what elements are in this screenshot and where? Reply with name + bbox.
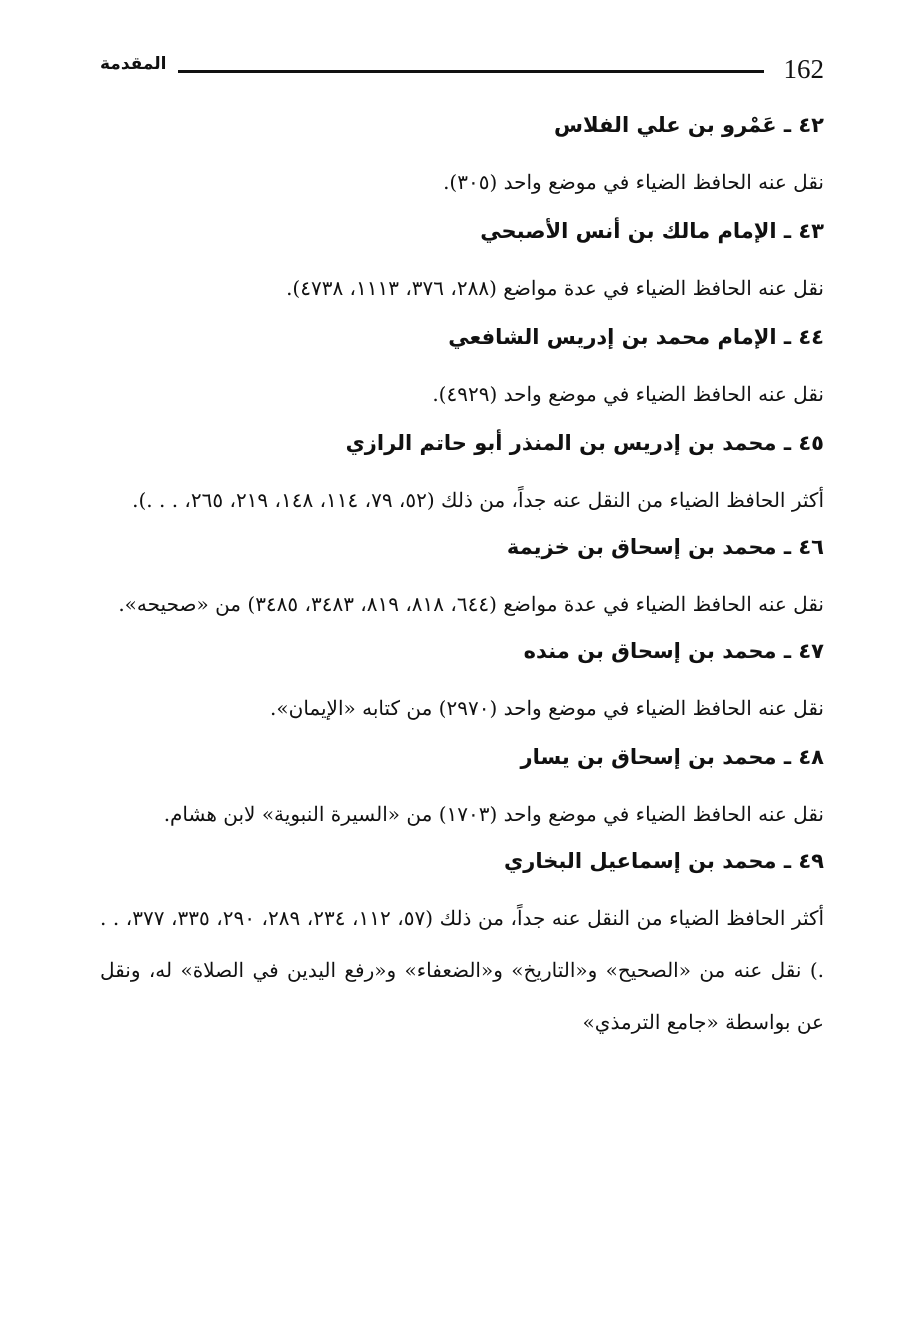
entry-text: نقل عنه الحافظ الضياء في موضع واحد (٢٩٧٠) من كتابه «الإيمان». xyxy=(270,696,824,720)
page-body xyxy=(100,104,824,1052)
entry-text: نقل عنه الحافظ الضياء في موضع واحد (٤٩٢٩). xyxy=(432,382,824,406)
entry-42 xyxy=(100,110,824,208)
entry-heading: ٤٣ ـ الإمام مالك بن أنس الأصبحي xyxy=(480,219,824,243)
entry-47 xyxy=(100,636,824,734)
entry-text: أكثر الحافظ الضياء من النقل عنه جداً، من ذلك (٥٢، ٧٩، ١١٤، ١٤٨، ٢١٩، ٢٦٥، . . .). xyxy=(132,488,824,512)
entry-49 xyxy=(100,846,824,1048)
running-title: المقدمة xyxy=(100,54,167,74)
entry-text: نقل عنه الحافظ الضياء في موضع واحد (١٧٠٣) من «السيرة النبوية» لابن هشام. xyxy=(163,802,824,826)
entry-heading: ٤٦ ـ محمد بن إسحاق بن خزيمة xyxy=(506,535,824,559)
page-number: 162 xyxy=(783,54,824,84)
entry-heading: ٤٤ ـ الإمام محمد بن إدريس الشافعي xyxy=(448,325,824,349)
entry-heading: ٤٢ ـ عَمْرو بن علي الفلاس xyxy=(554,113,824,137)
entry-heading: ٤٨ ـ محمد بن إسحاق بن يسار xyxy=(520,745,824,769)
entry-46 xyxy=(100,532,824,630)
entry-48 xyxy=(100,742,824,840)
header-rule xyxy=(178,70,764,73)
entry-45 xyxy=(100,428,824,526)
entry-text: نقل عنه الحافظ الضياء في موضع واحد (٣٠٥). xyxy=(443,170,824,194)
entry-text: نقل عنه الحافظ الضياء في عدة مواضع (٢٨٨، ٣٧٦، ١١١٣، ٤٧٣٨). xyxy=(286,276,824,300)
entry-heading: ٤٩ ـ محمد بن إسماعيل البخاري xyxy=(504,849,824,873)
entry-heading: ٤٥ ـ محمد بن إدريس بن المنذر أبو حاتم الرازي xyxy=(345,431,824,455)
entry-text: أكثر الحافظ الضياء من النقل عنه جداً، من ذلك (٥٧، ١١٢، ٢٣٤، ٢٨٩، ٢٩٠، ٣٣٥، ٣٧٧، . . .) نقل عنه من «الصحيح» و«التاريخ» و«الضعفاء» و«رفع اليدين في الصلاة» له، ونقل عن بواسطة «جامع الترمذي» xyxy=(100,906,825,1034)
entry-text: نقل عنه الحافظ الضياء في عدة مواضع (٦٤٤، ٨١٨، ٨١٩، ٣٤٨٣، ٣٤٨٥) من «صحيحه». xyxy=(118,592,824,616)
entry-heading: ٤٧ ـ محمد بن إسحاق بن منده xyxy=(523,639,824,663)
page-header xyxy=(100,52,824,90)
entry-43 xyxy=(100,216,824,314)
entry-44 xyxy=(100,322,824,420)
